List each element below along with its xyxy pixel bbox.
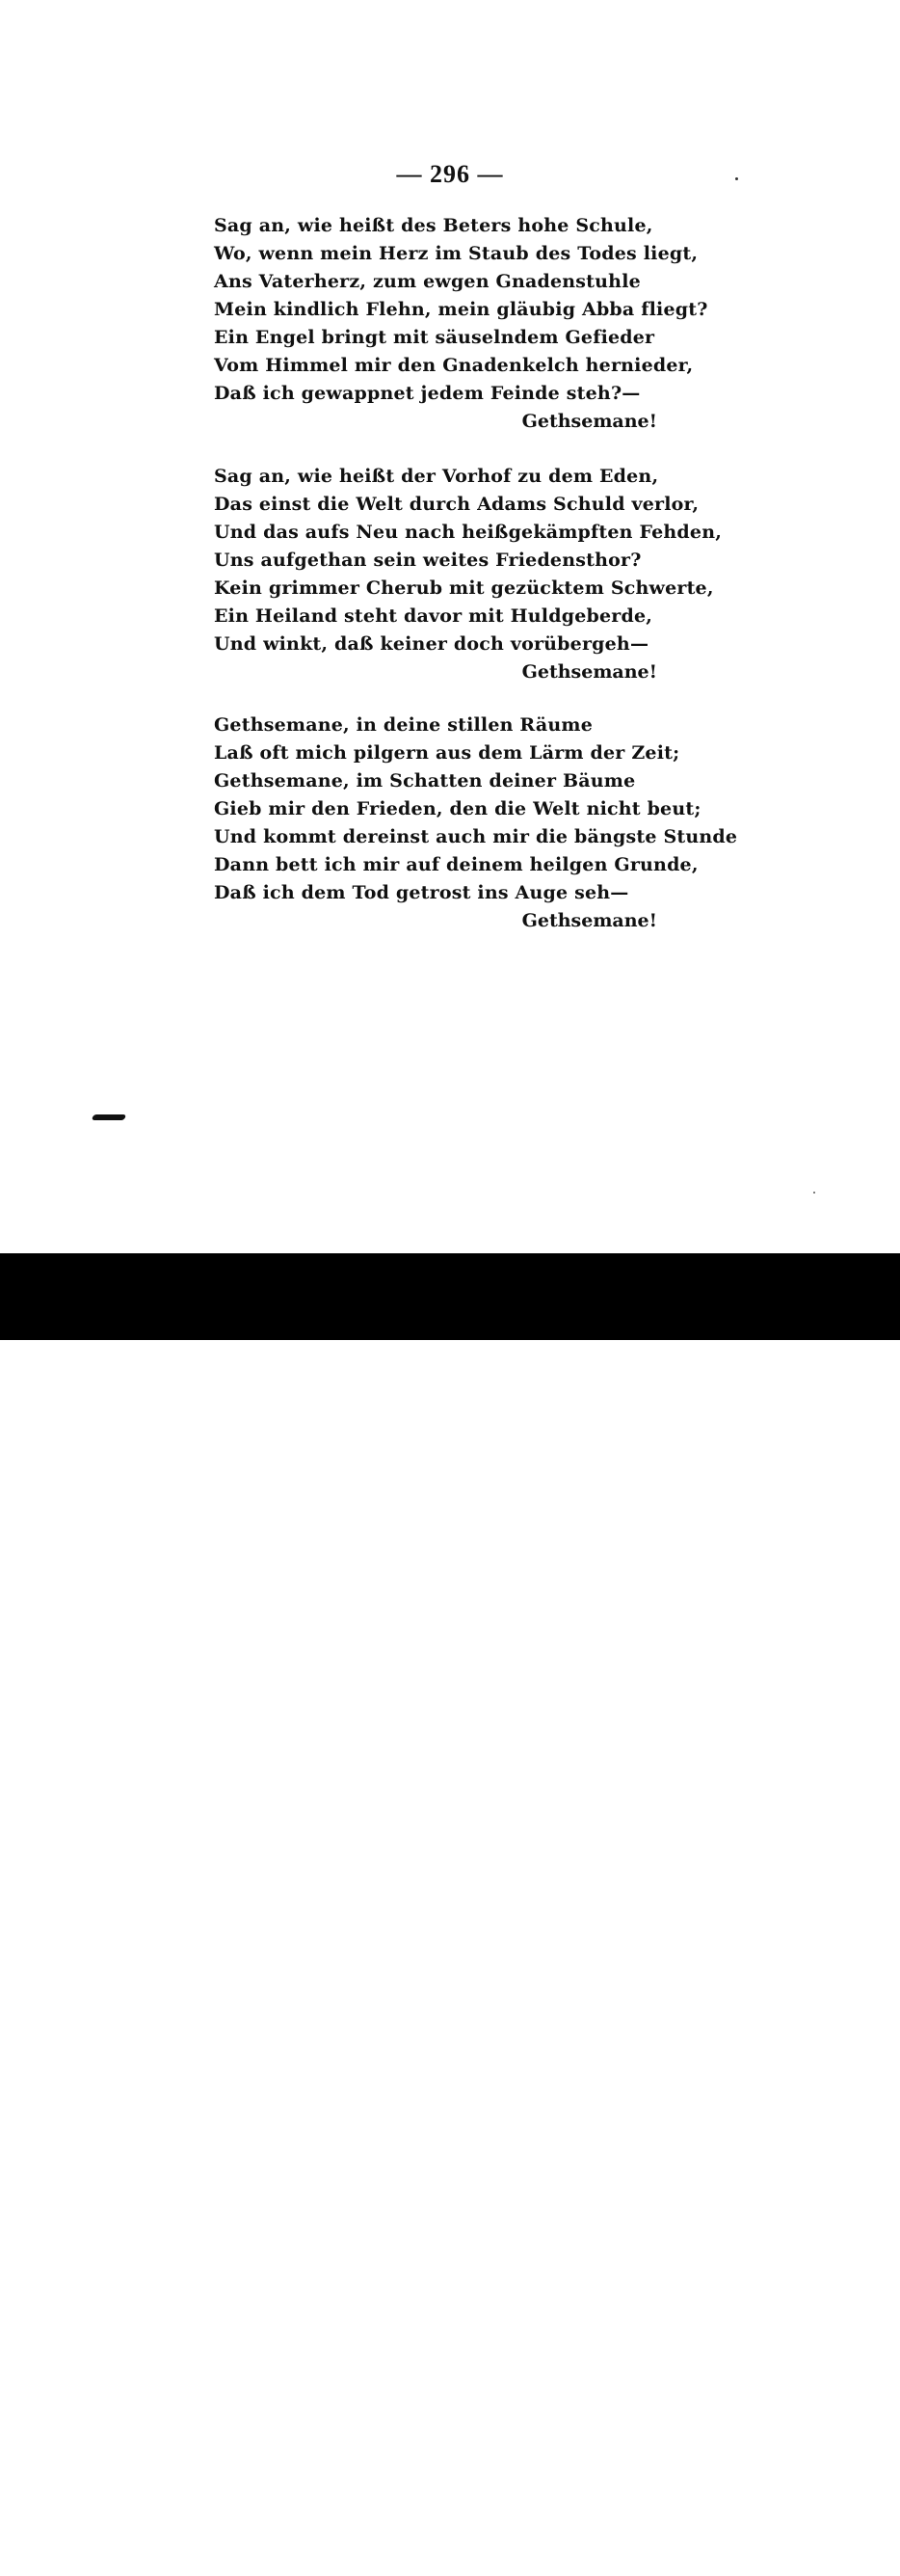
stanza-line: Gethsemane, in deine stillen Räume [214,714,593,736]
stanza-line: Ans Vaterherz, zum ewgen Gnadenstuhle [214,271,641,292]
image-meta [765,2528,875,2576]
paper-speck [735,177,738,180]
stanza-line: Vom Himmel mir den Gnadenkelch hernieder, [214,355,694,376]
stanza-line: Und kommt dereinst auch mir die bängste Stunde [214,826,738,847]
stanza-line: Uns aufgethan sein weites Friedensthor? [214,550,642,571]
site-url: www.alamy.com [764,2556,875,2572]
watermark-bar [0,1253,900,2576]
stanza-line: Kein grimmer Cherub mit gezücktem Schwerte, [214,577,714,599]
stanza-line: Gieb mir den Frieden, den die Welt nicht beut; [214,798,701,819]
stanza-1 [214,212,708,436]
printer-mark [92,1114,126,1120]
stanza-line: Gethsemane, im Schatten deiner Bäume [214,770,636,792]
paper-speck [813,1192,815,1194]
stanza-line: Ein Engel bringt mit säuselndem Gefieder [214,327,655,348]
stanza-line: Ein Heiland steht davor mit Huldgeberde, [214,605,653,627]
stanza-line: Und winkt, daß keiner doch vorübergeh— [214,633,649,655]
book-page [0,0,900,1253]
stanza-line: Das einst die Welt durch Adams Schuld verlor, [214,494,700,515]
stanza-3 [214,711,738,935]
stanza-line: Wo, wenn mein Herz im Staub des Todes liegt, [214,243,699,264]
stanza-line: Sag an, wie heißt des Beters hohe Schule, [214,215,653,236]
stanza-line: Sag an, wie heißt der Vorhof zu dem Eden, [214,466,659,487]
refrain: Gethsemane! [521,411,657,432]
stanza-line: Mein kindlich Flehn, mein gläubig Abba fliegt? [214,299,708,320]
stanza-line: Daß ich gewappnet jedem Feinde steh?— [214,383,641,404]
alamy-logo: alamy [27,2520,165,2576]
image-id: KYCTWW [785,2530,875,2551]
stanza-line: Und das aufs Neu nach heißgekämpften Fehden, [214,522,723,543]
stanza-line: Dann bett ich mir auf deinem heilgen Grunde, [214,854,699,875]
stanza-line: Daß ich dem Tod getrost ins Auge seh— [214,882,629,903]
page-number: — 296 — [396,160,504,188]
stanza-2 [214,463,723,686]
refrain: Gethsemane! [521,910,657,931]
refrain: Gethsemane! [521,661,657,683]
stanza-line: Laß oft mich pilgern aus dem Lärm der Zeit; [214,742,680,764]
